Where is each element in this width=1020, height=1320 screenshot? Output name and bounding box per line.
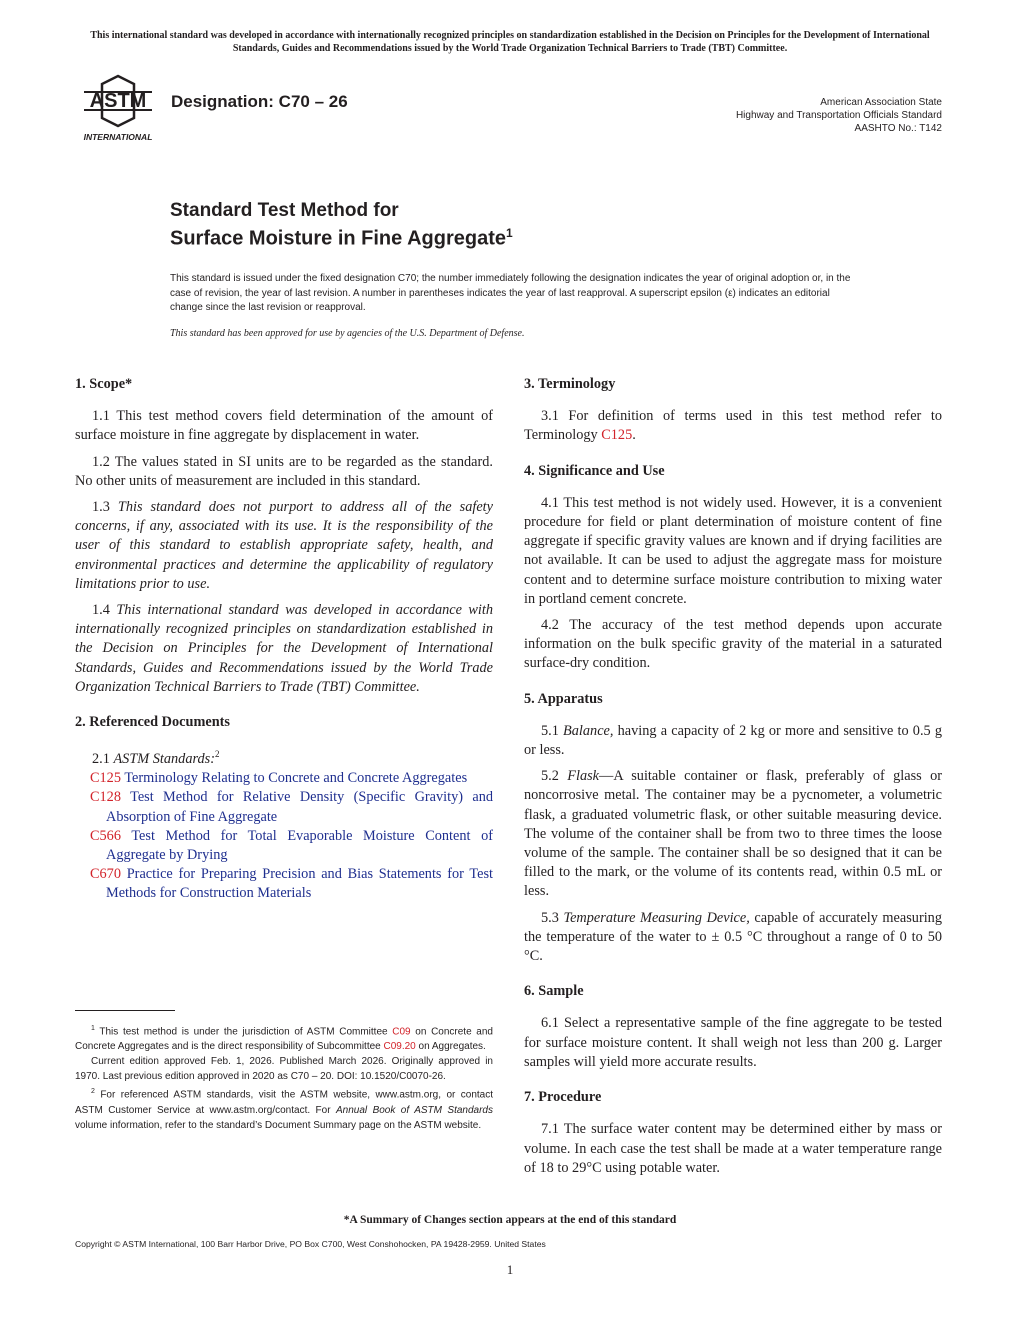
footnote-rule bbox=[75, 1010, 175, 1011]
terminology-link-c125[interactable]: C125 bbox=[601, 427, 633, 444]
section-referenced-documents bbox=[75, 713, 493, 904]
significance-p1: 4.1 This test method is not widely used. However, it is a convenient procedure for field or plant determination of moisture content of fine aggregate if specific gravity values are known and if drying facilities are not available. It can be used to adjust the aggregate mass for moisture content and to determine surface moisture contribution to mixing water in portland cement concrete. bbox=[524, 494, 942, 607]
apparatus-p2-num: 5.2 bbox=[541, 768, 559, 785]
scope-p3 bbox=[75, 498, 493, 594]
aashto-line-3: AASHTO No.: T142 bbox=[854, 123, 942, 134]
terminology-p1-end: . bbox=[632, 427, 636, 444]
section-terminology bbox=[524, 375, 942, 446]
section-procedure bbox=[524, 1088, 942, 1178]
ref-item-c566[interactable] bbox=[75, 827, 493, 865]
right-column bbox=[524, 375, 942, 1194]
refdocs-sub-text: ASTM Standards: bbox=[113, 751, 215, 768]
apparatus-p3-term: Temperature Measuring Device, bbox=[563, 909, 750, 926]
apparatus-p2-term: Flask bbox=[567, 768, 600, 785]
ref-code[interactable]: C670 bbox=[90, 866, 121, 883]
apparatus-p2 bbox=[524, 767, 942, 901]
footnote-1-text-b: on Concrete and Concrete Aggregates and is the direct responsibility of Subcommittee bbox=[75, 1026, 493, 1053]
terminology-heading: 3. Terminology bbox=[524, 376, 616, 392]
scope-p2: 1.2 The values stated in SI units are to be regarded as the standard. No other units of measurement are included in this standard. bbox=[75, 453, 493, 489]
title-footnote-mark: 1 bbox=[506, 226, 513, 240]
aashto-line-1: American Association State bbox=[820, 97, 942, 108]
footnote-1-text-c: on Aggregates. bbox=[418, 1041, 486, 1053]
section-sample bbox=[524, 982, 942, 1072]
ref-code[interactable]: C125 bbox=[90, 770, 121, 787]
section-apparatus bbox=[524, 690, 942, 967]
logo-org: INTERNATIONAL bbox=[83, 132, 153, 142]
procedure-heading: 7. Procedure bbox=[524, 1089, 602, 1106]
footnote-1 bbox=[75, 1021, 493, 1054]
designation: Designation: C70 – 26 bbox=[171, 92, 348, 111]
issue-note: This standard is issued under the fixed designation C70; the number immediately following the designation indicates the year of original adoption or, in the case of revision, the year of last revision. A number in parentheses indicates the year of last reapproval. A superscript epsilon (ε) indicates an editorial change since the last revision or reapproval. bbox=[170, 273, 851, 313]
title-line-2 bbox=[170, 226, 513, 251]
title-text: Surface Moisture in Fine Aggregate bbox=[170, 227, 506, 250]
footnote-link-c09-20[interactable]: C09.20 bbox=[383, 1041, 416, 1053]
footnote-2-italic: Annual Book of ASTM Standards bbox=[336, 1104, 493, 1116]
ref-item-c128[interactable] bbox=[75, 788, 493, 826]
footnote-2-text-a: For referenced ASTM standards, visit the ASTM website, www.astm.org, or contact ASTM Customer Service at www.astm.org/contact. For bbox=[75, 1089, 493, 1116]
refdocs-sub-num: 2.1 bbox=[92, 751, 110, 768]
footnote-1-mark: 1 bbox=[91, 1025, 95, 1032]
aashto-line-2: Highway and Transportation Officials Standard bbox=[735, 110, 942, 121]
footnote-2 bbox=[75, 1084, 493, 1132]
title-line-1: Standard Test Method for bbox=[170, 200, 399, 221]
scope-p3-text: This standard does not purport to address all of the safety concerns, if any, associated with its use. It is the responsibility of the user of this standard to establish appropriate safety, health, and environmental practices and determine the applicability of regulatory limitations prior to use. bbox=[75, 499, 493, 592]
apparatus-p3-text: capable of accurately measuring the temperature of the water to ± 0.5 °C throughout a range of 0 to 50 °C. bbox=[524, 909, 942, 965]
footnotes bbox=[75, 1021, 493, 1133]
scope-p4 bbox=[75, 601, 493, 697]
summary-of-changes-note: *A Summary of Changes section appears at the end of this standard bbox=[343, 1214, 677, 1226]
apparatus-p3-num: 5.3 bbox=[541, 909, 559, 926]
ref-title[interactable]: Terminology Relating to Concrete and Concrete Aggregates bbox=[124, 770, 468, 787]
sample-heading: 6. Sample bbox=[524, 983, 584, 1000]
ref-code[interactable]: C128 bbox=[90, 789, 121, 806]
footnote-2-mark: 2 bbox=[91, 1088, 95, 1096]
ref-title[interactable]: Test Method for Relative Density (Specific Gravity) and Absorption of Fine Aggregate bbox=[106, 789, 493, 825]
left-column bbox=[75, 375, 493, 920]
scope-heading: 1. Scope* bbox=[75, 376, 133, 392]
astm-logo bbox=[76, 74, 160, 146]
ref-item-c670[interactable] bbox=[75, 865, 493, 903]
significance-heading: 4. Significance and Use bbox=[524, 462, 665, 479]
significance-p2: 4.2 The accuracy of the test method depends upon accurate information on the bulk specific gravity of the material in a saturated surface-dry condition. bbox=[524, 617, 942, 672]
scope-p4-num: 1.4 bbox=[92, 602, 110, 619]
footnote-1-edition: Current edition approved Feb. 1, 2026. Published March 2026. Originally approved in 1970. Last previous edition approved in 2020 as C70 – 20. DOI: 10.1520/C0070-26. bbox=[75, 1056, 493, 1083]
apparatus-p1-term: Balance, bbox=[563, 722, 614, 739]
procedure-p1: 7.1 The surface water content may be determined either by mass or volume. In each case the test shall be made at a water temperature range of 18 to 29°C using potable water. bbox=[524, 1121, 942, 1176]
top-notice: This international standard was developed in accordance with internationally recognized principles on standardization established in the Decision on Principles for the Development of International Standards, Guides and Recommendations issued by the World Trade Organization Technical Barriers to Trade (TBT) Committee. bbox=[90, 30, 930, 54]
footnote-2-text-b: volume information, refer to the standard’s Document Summary page on the ASTM website. bbox=[75, 1119, 482, 1131]
dod-note: This standard has been approved for use by agencies of the U.S. Department of Defense. bbox=[170, 328, 525, 339]
ref-title[interactable]: Test Method for Total Evaporable Moisture Content of Aggregate by Drying bbox=[106, 827, 493, 864]
ref-item-c125[interactable] bbox=[75, 769, 493, 788]
terminology-p1 bbox=[524, 407, 942, 445]
apparatus-p1 bbox=[524, 722, 942, 760]
scope-p1: 1.1 This test method covers field determination of the amount of surface moisture in fine aggregate by displacement in water. bbox=[75, 408, 493, 444]
apparatus-heading: 5. Apparatus bbox=[524, 690, 603, 707]
logo-letters: ASTM bbox=[89, 90, 147, 112]
refdocs-sub-mark: 2 bbox=[215, 749, 220, 760]
apparatus-p3 bbox=[524, 909, 942, 967]
refdocs-heading: 2. Referenced Documents bbox=[75, 714, 230, 731]
section-significance bbox=[524, 462, 942, 674]
aashto-block bbox=[700, 96, 942, 135]
copyright: Copyright © ASTM International, 100 Barr Harbor Drive, PO Box C700, West Conshohocken, PA 19428-2959. United States bbox=[75, 1239, 546, 1249]
apparatus-p1-num: 5.1 bbox=[541, 722, 559, 739]
ref-title[interactable]: Practice for Preparing Precision and Bias Statements for Test Methods for Construction Materials bbox=[106, 866, 494, 902]
ref-code[interactable]: C566 bbox=[90, 827, 121, 844]
footnote-link-c09[interactable]: C09 bbox=[392, 1026, 411, 1038]
terminology-p1-text: 3.1 For definition of terms used in this test method refer to Terminology bbox=[524, 408, 942, 444]
section-scope bbox=[75, 375, 493, 697]
apparatus-p2-text: —A suitable container or flask, preferably of glass or noncorrosive metal. The container may be a pycnometer, a volumetric flask, a graduated volumetric flask, or other suitable measuring device. The volume of the container shall be from two to three times the loose volume of the sample. The container shall be so designed that it can be filled to the mark, or the volume of its contents read, within 0.5 mL or less. bbox=[524, 768, 942, 900]
refdocs-subheading bbox=[75, 745, 493, 769]
apparatus-p1-text: having a capacity of 2 kg or more and sensitive to 0.5 g or less. bbox=[524, 722, 942, 759]
scope-p3-num: 1.3 bbox=[92, 499, 110, 516]
sample-p1: 6.1 Select a representative sample of the fine aggregate to be tested for surface moisture content. It shall weigh not less than 200 g. Larger samples will yield more accurate results. bbox=[524, 1015, 942, 1070]
page-number: 1 bbox=[506, 1262, 514, 1277]
footnote-1-text-a: This test method is under the jurisdiction of ASTM Committee bbox=[99, 1026, 388, 1038]
scope-p4-text: This international standard was developed in accordance with internationally recognized principles on standardization established in the Decision on Principles for the Development of International Standards, Guides and Recommendations issued by the World Trade Organization Technical Barriers to Trade (TBT) Committee. bbox=[75, 602, 494, 695]
